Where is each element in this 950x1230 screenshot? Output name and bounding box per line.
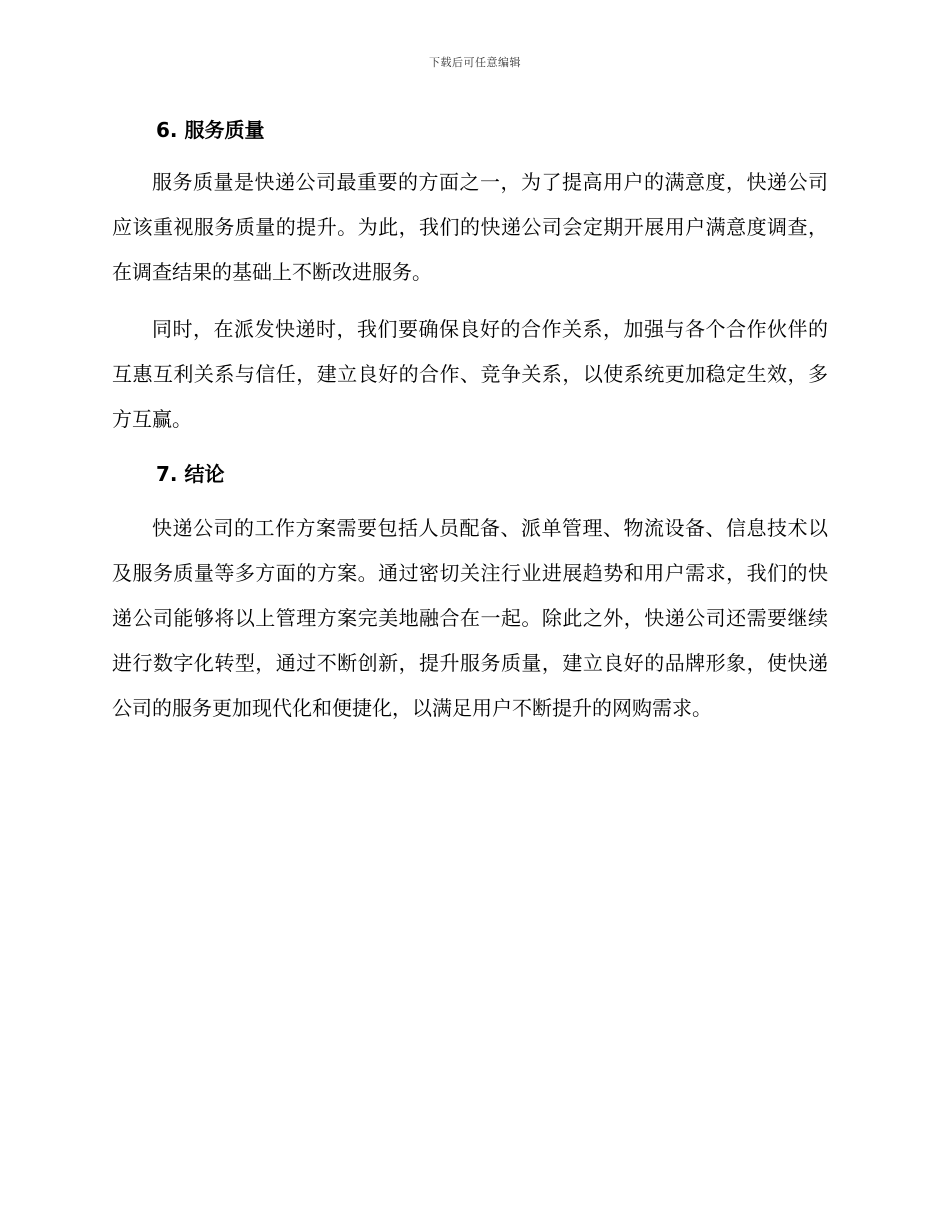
section-heading-conclusion: 7. 结论 xyxy=(156,462,225,486)
paragraph-service-quality-1: 服务质量是快递公司最重要的方面之一，为了提高用户的满意度，快递公司应该重视服务质量的提升。为此，我们的快递公司会定期开展用户满意度调查，在调查结果的基础上不断改进服务。 xyxy=(112,170,828,284)
document-body xyxy=(112,110,828,731)
section-heading-service-quality: 6. 服务质量 xyxy=(156,118,265,142)
paragraph-service-quality-2: 同时，在派发快递时，我们要确保良好的合作关系，加强与各个合作伙伴的互惠互利关系与信任，建立良好的合作、竞争关系，以使系统更加稳定生效，多方互赢。 xyxy=(112,317,828,431)
paragraph-conclusion-1: 快递公司的工作方案需要包括人员配备、派单管理、物流设备、信息技术以及服务质量等多方面的方案。通过密切关注行业进展趋势和用户需求，我们的快递公司能够将以上管理方案完美地融合在一起。除此之外，快递公司还需要继续进行数字化转型，通过不断创新，提升服务质量，建立良好的品牌形象，使快递公司的服务更加现代化和便捷化，以满足用户不断提升的网购需求。 xyxy=(112,516,828,720)
page-header-note: 下载后可任意编辑 xyxy=(429,56,521,69)
